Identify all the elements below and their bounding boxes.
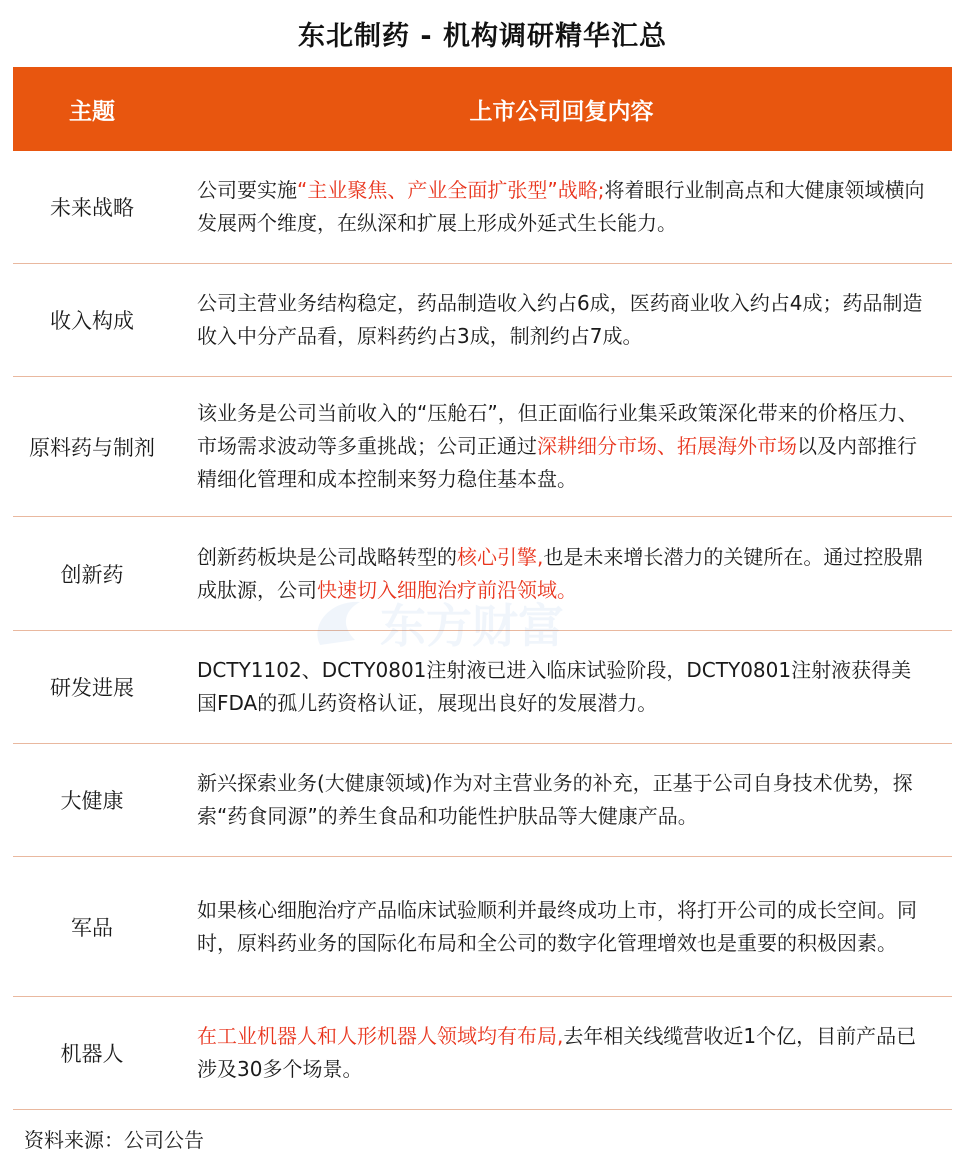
row-topic: 军品 — [71, 915, 113, 940]
row-topic: 原料药与制剂 — [29, 435, 155, 460]
content-segment: 该业务是公司当前收入的“压舱石”，但正面临行业集采政策深化带来的价格压力、市场需求波动等多重挑战；公司正通过 — [197, 401, 918, 458]
row-topic: 收入构成 — [50, 309, 134, 333]
row-content — [171, 541, 931, 607]
content-segment: 将着眼行业制高点和大健康领域横向发展两个维度，在纵深和扩展上形成外延式生长能力。 — [197, 178, 925, 235]
summary-table — [13, 67, 952, 1110]
table-row — [13, 151, 952, 264]
content-segment: 创新药板块是公司战略转型的 — [197, 544, 457, 569]
table-row — [13, 744, 952, 857]
table-row — [13, 264, 952, 377]
row-content — [171, 397, 931, 496]
row-content — [171, 894, 931, 960]
content-highlight: 在工业机器人和人形机器人领域均有布局, — [197, 1024, 564, 1048]
row-topic: 大健康 — [60, 789, 124, 813]
content-highlight: 深耕细分市场、拓展海外市场 — [537, 434, 797, 458]
content-segment: 去年相关线缆营收近1个亿，目前产品已涉及30多个场景。 — [197, 1024, 917, 1081]
row-content — [171, 174, 931, 240]
content-highlight: 核心引擎, — [457, 544, 544, 569]
table-row — [13, 377, 952, 517]
header-topic: 主题 — [69, 98, 115, 125]
row-topic: 机器人 — [60, 1042, 124, 1066]
table-header — [13, 67, 952, 151]
content-segment: 也是未来增长潜力的关键所在。通过控股鼎成肽源，公司 — [197, 544, 924, 602]
content-segment: 以及内部推行精细化管理和成本控制来努力稳住基本盘。 — [197, 434, 917, 491]
content-segment: 公司要实施 — [197, 178, 297, 202]
row-content — [171, 1020, 931, 1086]
header-content: 上市公司回复内容 — [469, 98, 654, 125]
row-topic: 研发进展 — [50, 676, 134, 700]
table-row — [13, 857, 952, 997]
table-row — [13, 517, 952, 631]
row-content — [171, 767, 931, 833]
row-topic: 未来战略 — [50, 196, 134, 220]
content-segment: 公司主营业务结构稳定，药品制造收入约占6成，医药商业收入约占4成；药品制造收入中分产品看，原料药约占3成，制剂约占7成。 — [197, 291, 923, 348]
table-row — [13, 997, 952, 1110]
source-note: 资料来源：公司公告 — [24, 1128, 204, 1152]
row-content — [171, 654, 931, 720]
table-row — [13, 631, 952, 744]
row-topic: 创新药 — [60, 562, 124, 587]
watermark-text: 东方财富 — [380, 599, 564, 653]
content-highlight: 快速切入细胞治疗前沿领域。 — [317, 577, 577, 602]
content-segment: DCTY1102、DCTY0801注射液已进入临床试验阶段，DCTY0801注射液获得美国FDA的孤儿药资格认证，展现出良好的发展潜力。 — [197, 658, 912, 715]
content-segment: 新兴探索业务(大健康领域)作为对主营业务的补充，正基于公司自身技术优势，探索“药食同源”的养生食品和功能性护肤品等大健康产品。 — [197, 771, 913, 828]
content-segment: 如果核心细胞治疗产品临床试验顺利并最终成功上市，将打开公司的成长空间。同时，原料药业务的国际化布局和全公司的数字化管理增效也是重要的积极因素。 — [197, 897, 917, 955]
row-content — [171, 287, 931, 353]
content-highlight: “主业聚焦、产业全面扩张型”战略; — [297, 178, 605, 202]
page-title: 东北制药 - 机构调研精华汇总 — [297, 21, 667, 52]
